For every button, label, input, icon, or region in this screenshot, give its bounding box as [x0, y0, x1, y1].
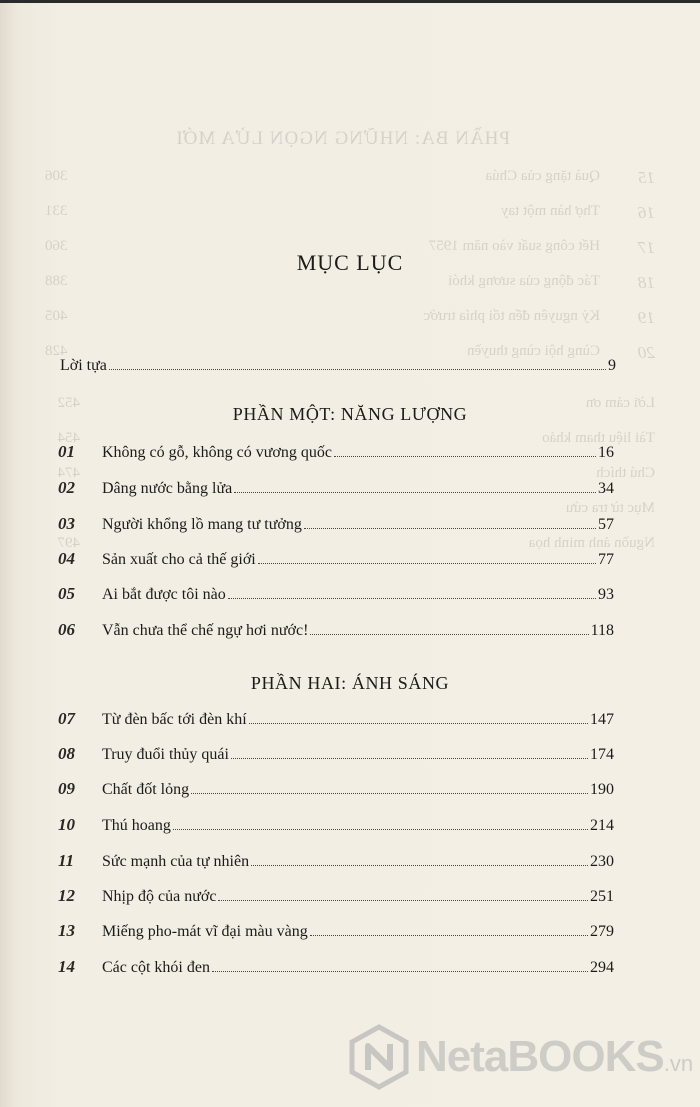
toc-entry-page: 147 [590, 711, 614, 728]
bleed-through-extra: Chú thích [596, 465, 655, 481]
leader-dots [218, 900, 588, 901]
toc-entry [58, 740, 614, 764]
toc-entry-title: Miếng pho-mát vĩ đại màu vàng [102, 923, 308, 940]
bleed-through-num: 18 [638, 273, 655, 292]
toc-entry-page: 9 [608, 357, 616, 374]
leader-dots [231, 758, 588, 759]
bleed-through-page: 360 [45, 238, 68, 254]
toc-entry-title: Không có gỗ, không có vương quốc [102, 444, 332, 461]
toc-entry [58, 616, 614, 640]
bleed-through-extra: Lời cảm ơn [585, 395, 655, 411]
leader-dots [251, 865, 588, 866]
leader-dots [310, 935, 588, 936]
toc-entry-number: 12 [58, 886, 75, 905]
toc-entry [58, 847, 614, 871]
watermark-brand: NetaBOOKS [416, 1032, 664, 1081]
bleed-through-page: 452 [57, 395, 80, 411]
leader-dots [234, 492, 596, 493]
bleed-through-title: Tác động của sương khói [448, 273, 600, 289]
bleed-through-title: Hết công suất vào năm 1957 [428, 238, 600, 254]
toc-entry-title: Sức mạnh của tự nhiên [102, 853, 250, 870]
toc-entry-title: Người khổng lồ mang tư tưởng [102, 516, 302, 533]
toc-entry-title: Truy đuổi thủy quái [102, 746, 229, 763]
toc-entry-title: Lời tựa [60, 357, 107, 374]
toc-entry [58, 474, 614, 498]
bleed-through-title: Thợ hàn một tay [500, 203, 600, 219]
bleed-through-heading: PHẦN BA: NHỮNG NGỌN LỬA MỚI [175, 128, 510, 149]
toc-entry-title: Thú hoang [102, 817, 171, 834]
toc-entry-page: 93 [598, 586, 614, 603]
toc-entry-number: 02 [58, 478, 75, 497]
toc-entry-title: Từ đèn bấc tới đèn khí [102, 711, 247, 728]
toc-entry-number: 01 [58, 442, 75, 461]
bleed-through-num: 16 [638, 203, 655, 222]
toc-entry-number: 11 [58, 851, 75, 870]
leader-dots [228, 598, 596, 599]
toc-entry-page: 214 [590, 817, 614, 834]
toc-entry-title: Ai bắt được tôi nào [102, 586, 226, 603]
toc-entry-page: 190 [590, 781, 614, 798]
bleed-through-num: 15 [638, 168, 655, 187]
toc-title: MỤC LỤC [296, 250, 404, 275]
leader-dots [249, 723, 588, 724]
toc-entry-page: 77 [598, 551, 614, 568]
toc-entry-page: 57 [598, 516, 614, 533]
watermark-suffix: .vn [663, 1051, 694, 1076]
bleed-through-page: 454 [57, 430, 80, 446]
leader-dots [304, 528, 596, 529]
leader-dots [334, 456, 596, 457]
toc-entry-number: 07 [58, 709, 75, 728]
toc-entry-number: 03 [58, 514, 75, 533]
toc-entry [58, 705, 614, 729]
bleed-through-title: Cùng hội cùng thuyền [467, 343, 600, 359]
leader-dots [310, 634, 588, 635]
toc-entry-page: 16 [598, 444, 614, 461]
toc-entry-title: Chất đốt lỏng [102, 781, 190, 798]
bleed-through-page: 474 [57, 465, 80, 481]
bleed-through-page: 331 [45, 203, 68, 219]
part-heading: PHẦN HAI: ÁNH SÁNG [250, 673, 450, 693]
toc-entry-number: 14 [58, 957, 75, 976]
toc-entry [58, 510, 614, 534]
toc-entry-title: Các cột khói đen [102, 959, 210, 976]
toc-entry-page: 34 [598, 480, 614, 497]
leader-dots [173, 829, 588, 830]
toc-entry-page: 279 [590, 923, 614, 940]
toc-entry-title: Vẫn chưa thể chế ngự hơi nước! [102, 622, 309, 639]
watermark-text [416, 1032, 693, 1082]
bleed-through-title: Quà tặng của Chúa [485, 168, 600, 184]
toc-entry [58, 917, 614, 941]
bleed-through-extra: Tài liệu tham khảo [542, 430, 655, 446]
toc-entry [58, 775, 614, 799]
bleed-through-row [45, 308, 655, 330]
toc-entry-page: 118 [590, 622, 614, 639]
toc-entry-title: Sản xuất cho cả thế giới [102, 551, 256, 568]
leader-dots [258, 563, 596, 564]
toc-entry [58, 811, 614, 835]
bleed-through-title: Kỷ nguyên đến tối phía trước [423, 308, 600, 324]
toc-entry [58, 580, 614, 604]
toc-preface-row [60, 351, 616, 375]
bleed-through-extra: Mục từ tra cứu [565, 500, 655, 516]
toc-entry-number: 04 [58, 549, 75, 568]
bleed-through-num: 20 [638, 343, 655, 362]
toc-entry-number: 08 [58, 744, 75, 763]
toc-entry-page: 230 [590, 853, 614, 870]
bleed-through-row [45, 273, 655, 295]
toc-entry-title: Nhịp độ của nước [102, 888, 217, 905]
bleed-through-page: 405 [45, 308, 68, 324]
toc-entry-number: 09 [58, 779, 75, 798]
toc-entry-page: 294 [590, 959, 614, 976]
neta-logo-icon [348, 1024, 410, 1090]
toc-entry [58, 545, 614, 569]
toc-entry-number: 06 [58, 620, 75, 639]
bleed-through-num: 17 [638, 238, 655, 257]
toc-entry-page: 174 [590, 746, 614, 763]
leader-dots [191, 793, 588, 794]
bleed-through-num: 19 [638, 308, 655, 327]
bleed-through-extra: Nguồn ảnh minh họa [528, 535, 655, 551]
toc-entry [58, 953, 614, 977]
toc-entry-number: 10 [58, 815, 75, 834]
bleed-through-row [45, 203, 655, 225]
toc-entry-page: 251 [590, 888, 614, 905]
leader-dots [212, 971, 588, 972]
bleed-through-row [45, 168, 655, 190]
part-heading: PHẦN MỘT: NĂNG LƯỢNG [232, 404, 468, 424]
toc-entry-number: 05 [58, 584, 75, 603]
toc-entry-title: Dâng nước bằng lửa [102, 480, 233, 497]
toc-entry [58, 438, 614, 462]
bleed-through-page: 428 [45, 343, 68, 359]
bleed-through-page: 388 [45, 273, 68, 289]
bleed-through-page: 497 [57, 535, 80, 551]
watermark [348, 1024, 693, 1090]
toc-entry [58, 882, 614, 906]
bleed-through-page: 306 [45, 168, 68, 184]
leader-dots [109, 369, 606, 370]
toc-entry-number: 13 [58, 921, 75, 940]
